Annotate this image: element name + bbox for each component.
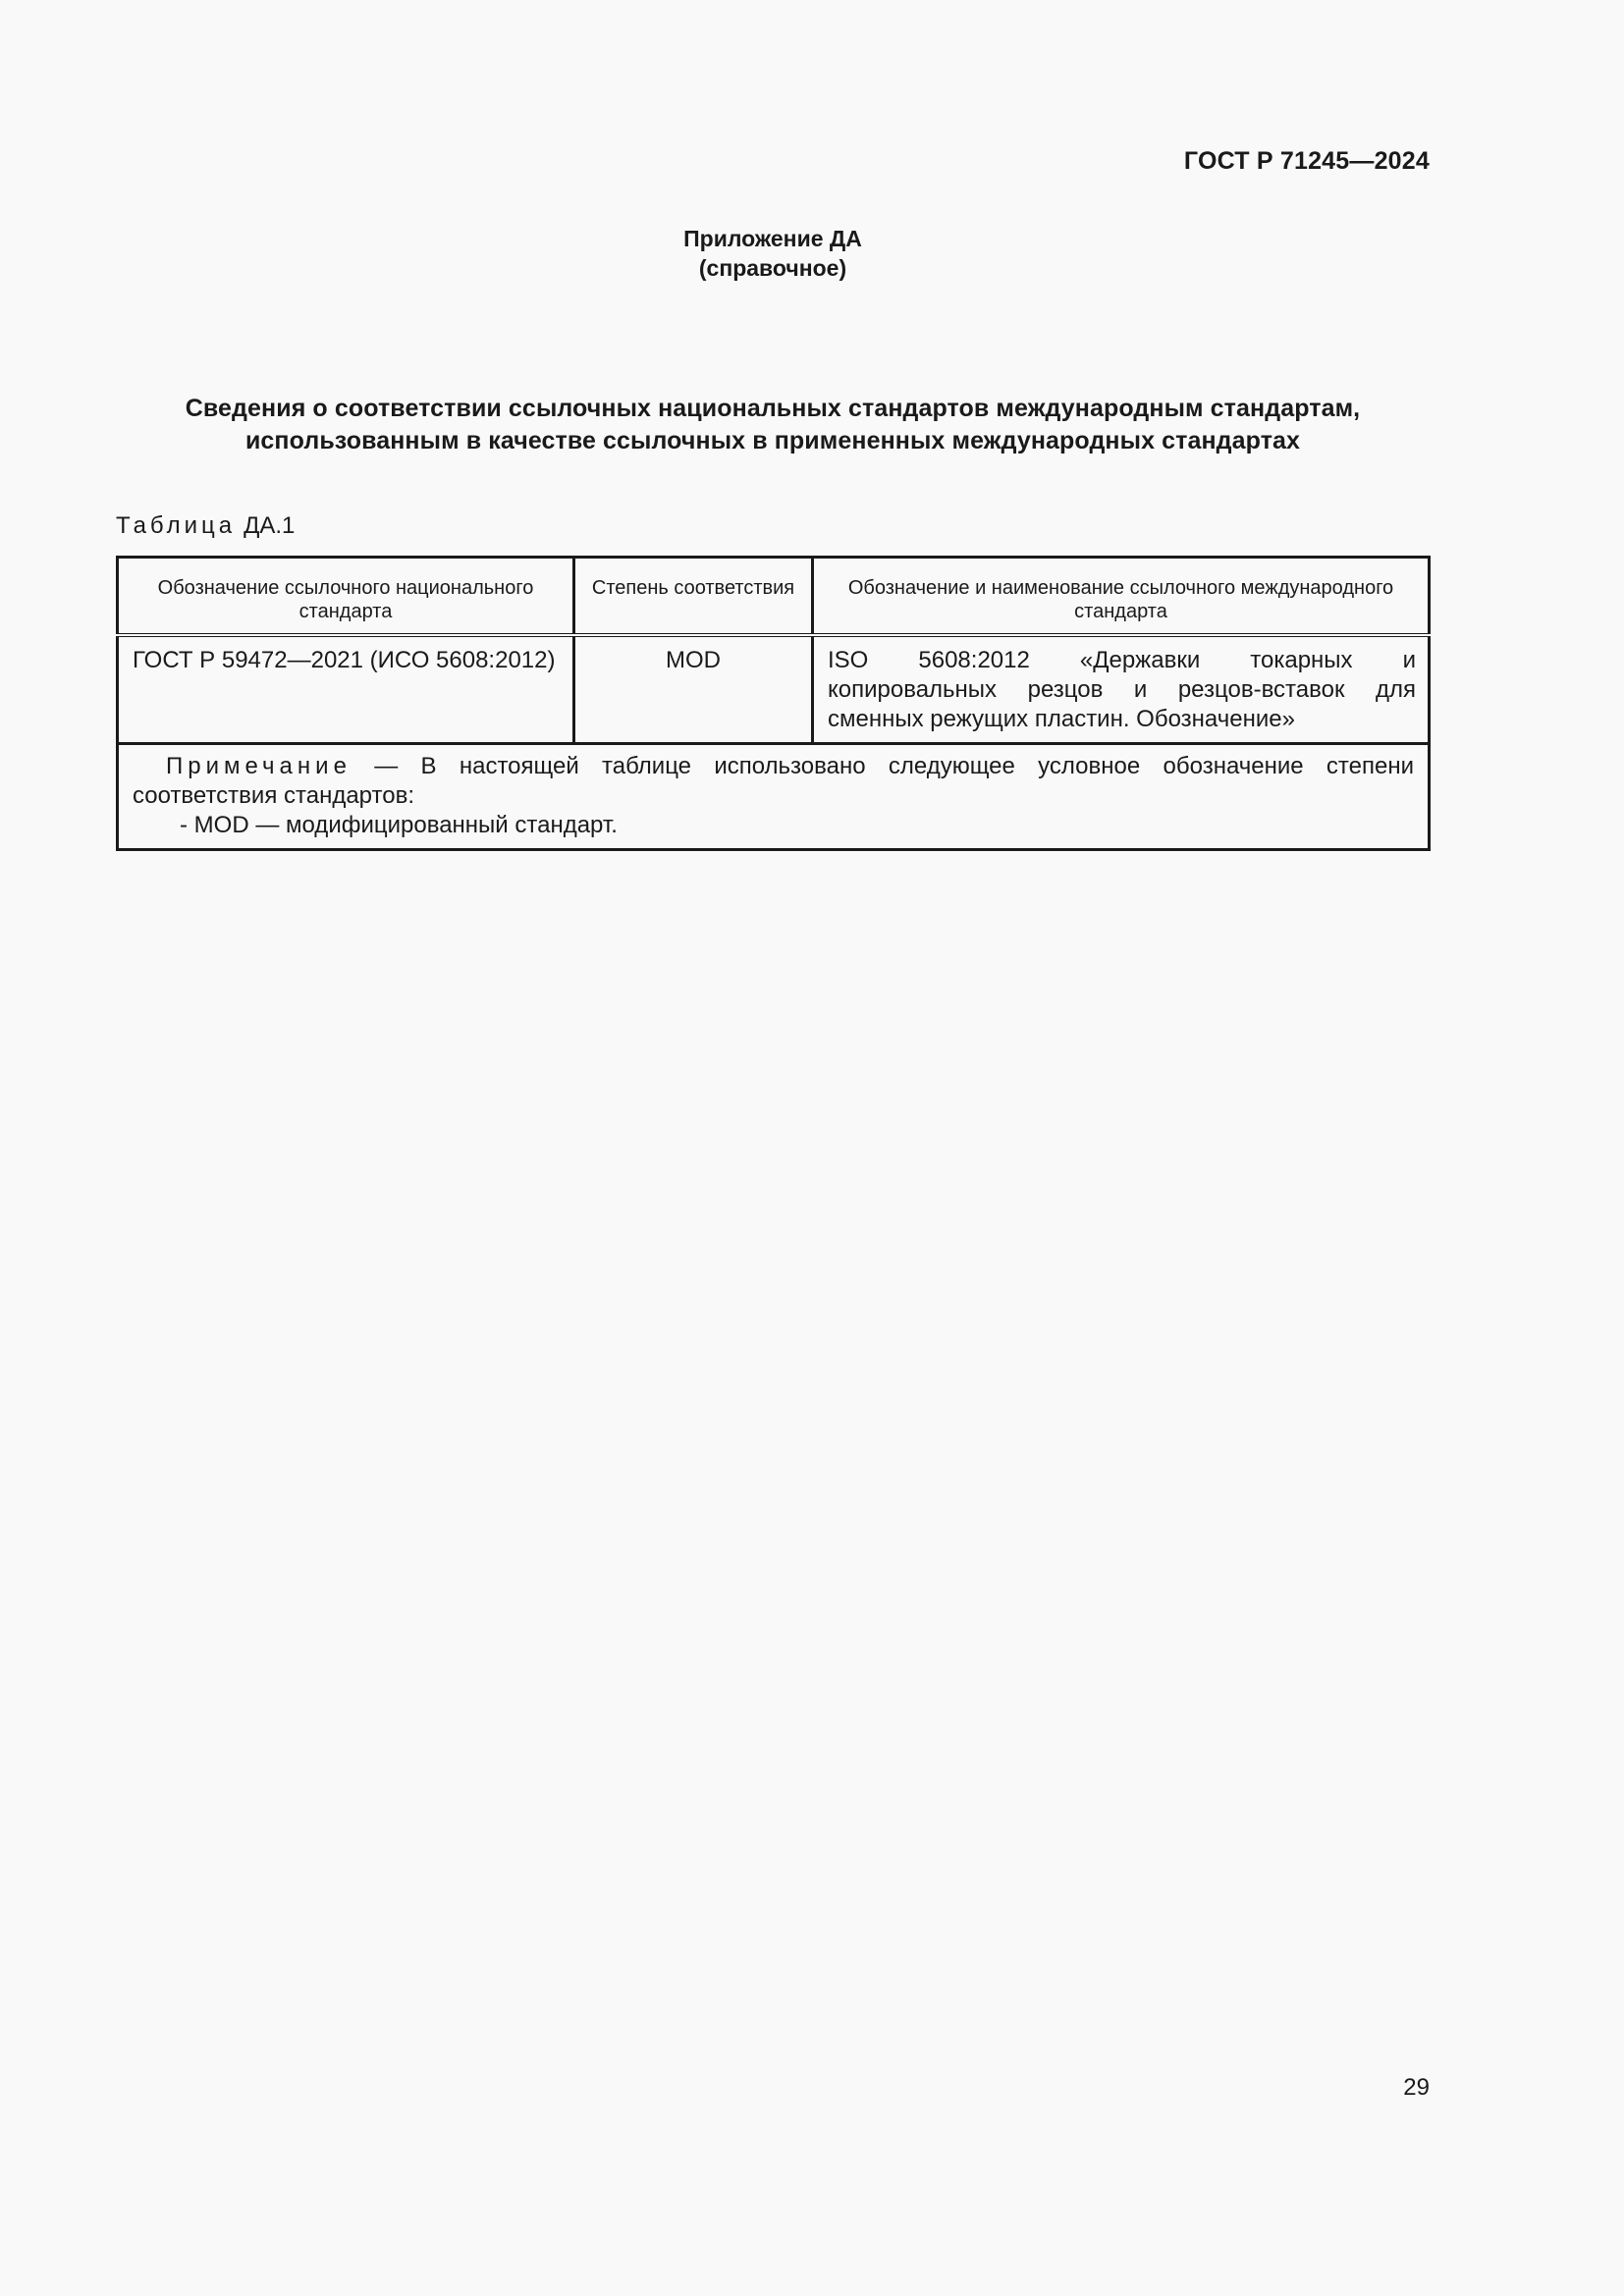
section-title-line-2: использованным в качестве ссылочных в примененных международных стандартах xyxy=(244,427,1301,454)
table-note xyxy=(118,744,1430,850)
section-title-line-1: Сведения о соответствии ссылочных национальных стандартов международным стандартам, xyxy=(185,395,1361,422)
table-note-row xyxy=(118,744,1430,850)
document-code: ГОСТ Р 71245—2024 xyxy=(1183,147,1430,175)
note-label: Примечание xyxy=(166,753,352,779)
table-header-row xyxy=(118,558,1430,635)
column-header-national-standard: Обозначение ссылочного национального стандарта xyxy=(118,558,574,635)
table-caption-label: Таблица xyxy=(116,512,237,539)
section-title xyxy=(98,393,1447,457)
cell-degree: MOD xyxy=(574,635,813,744)
table-row xyxy=(118,635,1430,744)
correspondence-table xyxy=(116,556,1431,851)
page-number: 29 xyxy=(1403,2074,1430,2101)
column-header-international-standard: Обозначение и наименование ссылочного международного стандарта xyxy=(813,558,1430,635)
appendix-heading xyxy=(0,224,1545,283)
column-header-degree: Степень соответствия xyxy=(574,558,813,635)
table-caption-number: ДА.1 xyxy=(244,512,296,539)
cell-national-standard: ГОСТ Р 59472—2021 (ИСО 5608:2012) xyxy=(118,635,574,744)
appendix-title: Приложение ДА xyxy=(683,226,862,251)
cell-international-standard: ISO 5608:2012 «Державки токарных и копировальных резцов и резцов-вставок для сменных режущих пластин. Обозначение» xyxy=(813,635,1430,744)
appendix-subtitle: (справочное) xyxy=(698,255,847,281)
table-caption xyxy=(116,512,295,540)
note-text: — В настоящей таблице использовано следующее условное обозначение степени соответствия стандартов: xyxy=(133,753,1415,809)
note-item: - MOD — модифицированный стандарт. xyxy=(180,812,618,838)
